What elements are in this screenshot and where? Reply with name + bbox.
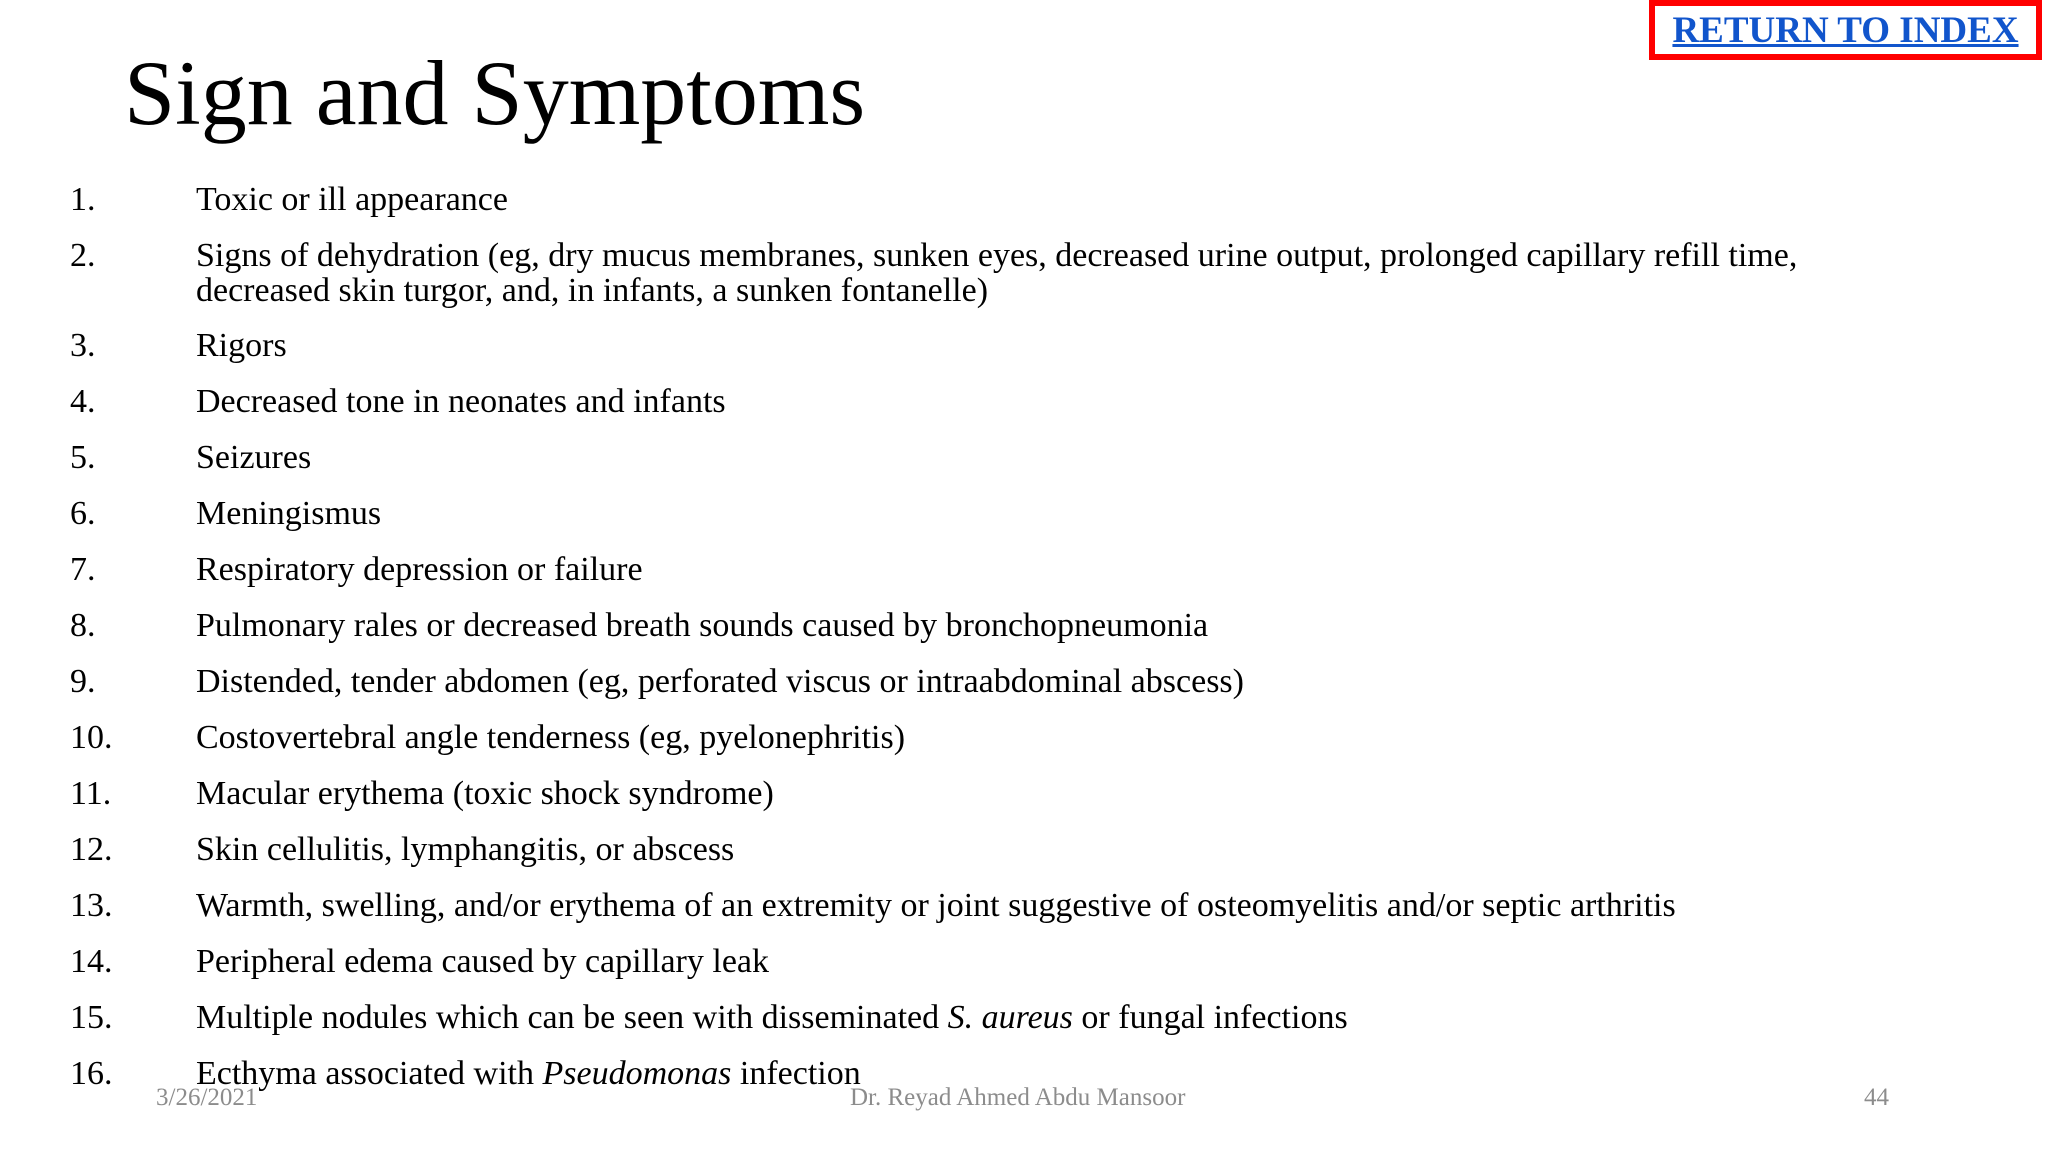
footer-author: Dr. Reyad Ahmed Abdu Mansoor xyxy=(850,1084,1186,1111)
list-item-text xyxy=(196,440,1916,475)
list-item-number: 12. xyxy=(70,831,113,868)
text-run: Toxic or ill appearance xyxy=(196,181,508,218)
text-run: infection xyxy=(731,1055,861,1092)
text-run: Signs of dehydration (eg, dry mucus membranes, sunken eyes, decreased urine output, prolonged capillary refill time, decreased skin turgor, and, in infants, a sunken fontanelle) xyxy=(196,237,1798,309)
text-run: Multiple nodules which can be seen with disseminated xyxy=(196,999,948,1036)
text-run: Respiratory depression or failure xyxy=(196,551,643,588)
list-item-number: 7. xyxy=(70,551,96,588)
footer-date: 3/26/2021 xyxy=(156,1084,258,1111)
text-run: Pulmonary rales or decreased breath sounds caused by bronchopneumonia xyxy=(196,607,1209,644)
text-run: Distended, tender abdomen (eg, perforated viscus or intraabdominal abscess) xyxy=(196,663,1244,700)
list-item-text xyxy=(196,552,1916,587)
text-run: Rigors xyxy=(196,327,287,364)
list-item-number: 5. xyxy=(70,439,96,476)
list-item-text xyxy=(196,608,1916,643)
return-to-index-box[interactable] xyxy=(1649,0,2042,60)
text-run: Ecthyma associated with xyxy=(196,1055,543,1092)
text-run: Warmth, swelling, and/or erythema of an extremity or joint suggestive of osteomyelitis and/or septic arthritis xyxy=(196,887,1676,924)
text-run: Costovertebral angle tenderness (eg, pyelonephritis) xyxy=(196,719,906,756)
text-run: Seizures xyxy=(196,439,312,476)
list-item-text xyxy=(196,944,1916,979)
list-item-number: 1. xyxy=(70,181,96,218)
list-item-text xyxy=(196,384,1916,419)
list-item-text xyxy=(196,496,1916,531)
list-item-number: 16. xyxy=(70,1055,113,1092)
list-item-number: 14. xyxy=(70,943,113,980)
list-item-text xyxy=(196,888,1916,923)
list-item-text xyxy=(196,1000,1916,1035)
list-item-text xyxy=(196,832,1916,867)
list-item-text xyxy=(196,720,1916,755)
italic-term: Pseudomonas xyxy=(542,1055,732,1092)
list-item-number: 3. xyxy=(70,327,96,364)
list-item-number: 2. xyxy=(70,237,96,274)
footer-page-number: 44 xyxy=(1864,1084,1889,1111)
slide-title: Sign and Symptoms xyxy=(124,42,866,144)
list-item-number: 6. xyxy=(70,495,96,532)
list-item-text xyxy=(196,238,1916,308)
list-item-number: 13. xyxy=(70,887,113,924)
text-run: Decreased tone in neonates and infants xyxy=(196,383,726,420)
list-item-text xyxy=(196,664,1916,699)
text-run: Macular erythema (toxic shock syndrome) xyxy=(196,775,774,812)
list-item-text xyxy=(196,328,1916,363)
list-item-number: 9. xyxy=(70,663,96,700)
list-item-number: 15. xyxy=(70,999,113,1036)
list-item-number: 10. xyxy=(70,719,113,756)
text-run: or fungal infections xyxy=(1072,999,1348,1036)
list-item-number: 4. xyxy=(70,383,96,420)
list-item-number: 11. xyxy=(70,775,112,812)
text-run: Skin cellulitis, lymphangitis, or abscess xyxy=(196,831,735,868)
list-item-text xyxy=(196,776,1916,811)
text-run: Meningismus xyxy=(196,495,382,532)
return-to-index-link[interactable]: RETURN TO INDEX xyxy=(1672,9,2019,51)
italic-term: S. aureus xyxy=(947,999,1073,1036)
text-run: Peripheral edema caused by capillary leak xyxy=(196,943,770,980)
list-item-number: 8. xyxy=(70,607,96,644)
list-item-text xyxy=(196,182,1916,217)
